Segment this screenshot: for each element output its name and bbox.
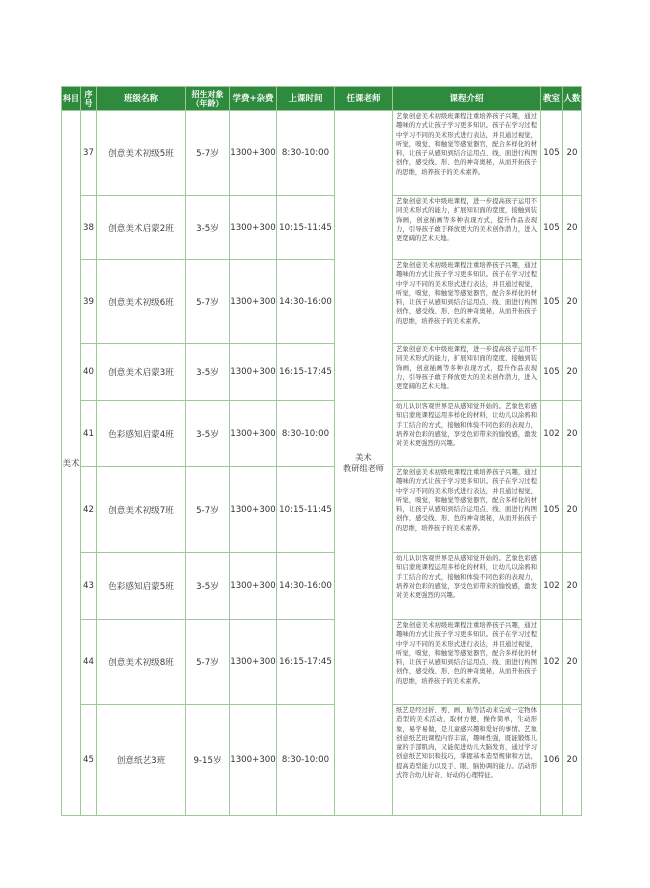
age-cell: 5-7岁 bbox=[186, 111, 230, 196]
time-cell: 10:15-11:45 bbox=[277, 196, 335, 260]
header-count: 人数 bbox=[563, 87, 582, 111]
teacher-line2: 教研组老师 bbox=[343, 463, 384, 473]
fee-cell: 1300+300 bbox=[230, 401, 277, 467]
header-subject: 科目 bbox=[62, 87, 81, 111]
fee-cell: 1300+300 bbox=[230, 467, 277, 553]
header-intro: 课程介绍 bbox=[393, 87, 541, 111]
intro-cell: 纸艺是经过折、剪、画、贴等活动来完成一定物体造型的美术活动，取材方便，操作简单，生动形象，易学易做，是儿童感兴趣和爱好的事情。艺象创意纸艺班课程内容丰富，趣味性强，既能锻炼儿童的手部肌肉，又能促进幼儿大脑发育，通过学习创意纸艺知识和技巧，掌握基本造型规律和方法，提高造型能力以及手、眼、脑协调的能力。活动形式符合幼儿好奇、好动的心理特征。 bbox=[393, 705, 541, 816]
fee-cell: 1300+300 bbox=[230, 553, 277, 620]
age-cell: 5-7岁 bbox=[186, 620, 230, 705]
course-schedule-table bbox=[61, 86, 582, 816]
age-cell: 5-7岁 bbox=[186, 467, 230, 553]
time-cell: 8:30-10:00 bbox=[277, 111, 335, 196]
fee-cell: 1300+300 bbox=[230, 260, 277, 344]
seq-cell: 37 bbox=[81, 111, 97, 196]
seq-cell: 44 bbox=[81, 620, 97, 705]
time-cell: 14:30-16:00 bbox=[277, 553, 335, 620]
age-cell: 3-5岁 bbox=[186, 196, 230, 260]
header-fee: 学费+杂费 bbox=[230, 87, 277, 111]
time-cell: 8:30-10:00 bbox=[277, 705, 335, 816]
header-time: 上课时间 bbox=[277, 87, 335, 111]
room-cell: 105 bbox=[541, 344, 563, 401]
header-target-age-line2: （年龄） bbox=[191, 98, 224, 108]
room-cell: 102 bbox=[541, 401, 563, 467]
room-cell: 102 bbox=[541, 553, 563, 620]
teacher-line1: 美术 bbox=[355, 452, 372, 462]
seq-cell: 39 bbox=[81, 260, 97, 344]
time-cell: 8:30-10:00 bbox=[277, 401, 335, 467]
subject-cell: 美术 bbox=[62, 111, 81, 816]
class-name-cell: 创意美术启蒙3班 bbox=[97, 344, 186, 401]
intro-cell: 幼儿认识客观世界是从感知觉开始的。艺象色彩感知启蒙班课程运用多样化的材料，让幼儿以涂鸦和手工结合的方式，接触和体验不同色彩的表现力，培养对色彩的感觉，享受色彩带来的愉悦感，激发对美术更强烈的兴趣。 bbox=[393, 553, 541, 620]
table-row bbox=[62, 705, 582, 816]
count-cell: 20 bbox=[563, 196, 582, 260]
table-row bbox=[62, 111, 582, 196]
count-cell: 20 bbox=[563, 111, 582, 196]
fee-cell: 1300+300 bbox=[230, 111, 277, 196]
intro-cell: 艺象创意美术初级班课程注重培养孩子兴趣，通过趣味的方式让孩子学习更多知识。孩子在学习过程中学习不同的美术形式进行表达，并且通过视觉，听觉，嗅觉，和触觉等感觉器官，配合多样化的材料，让孩子从感知到结合运用点、线、面进行构图创作，感受线、形、色的神奇奥秘，从而开拓孩子的思维，培养孩子的美术素养。 bbox=[393, 467, 541, 553]
class-name-cell: 创意美术初级7班 bbox=[97, 467, 186, 553]
age-cell: 3-5岁 bbox=[186, 553, 230, 620]
class-name-cell: 创意纸艺3班 bbox=[97, 705, 186, 816]
age-cell: 9-15岁 bbox=[186, 705, 230, 816]
teacher-cell bbox=[335, 111, 393, 816]
fee-cell: 1300+300 bbox=[230, 620, 277, 705]
fee-cell: 1300+300 bbox=[230, 705, 277, 816]
table-row bbox=[62, 196, 582, 260]
intro-cell: 幼儿认识客观世界是从感知觉开始的。艺象色彩感知启蒙班课程运用多样化的材料，让幼儿以涂鸦和手工结合的方式，接触和体验不同色彩的表现力，培养对色彩的感觉，享受色彩带来的愉悦感，激发对美术更强烈的兴趣。 bbox=[393, 401, 541, 467]
intro-cell: 艺象创意美术初级班课程注重培养孩子兴趣，通过趣味的方式让孩子学习更多知识。孩子在学习过程中学习不同的美术形式进行表达，并且通过视觉，听觉，嗅觉，和触觉等感觉器官，配合多样化的材料，让孩子从感知到结合运用点、线、面进行构图创作，感受线、形、色的神奇奥秘，从而开拓孩子的思维，培养孩子的美术素养。 bbox=[393, 620, 541, 705]
header-seq: 序号 bbox=[81, 87, 97, 111]
class-name-cell: 创意美术启蒙2班 bbox=[97, 196, 186, 260]
table-row bbox=[62, 344, 582, 401]
room-cell: 105 bbox=[541, 260, 563, 344]
seq-cell: 42 bbox=[81, 467, 97, 553]
class-name-cell: 色彩感知启蒙5班 bbox=[97, 553, 186, 620]
time-cell: 10:15-11:45 bbox=[277, 467, 335, 553]
header-teacher: 任课老师 bbox=[335, 87, 393, 111]
count-cell: 20 bbox=[563, 344, 582, 401]
intro-cell: 艺象创意美术中级班课程，进一步提高孩子运用不同美术形式的能力，扩展知识面的宽度，接触到装饰画，创意插画等多种表现方式，提升作品表现力，引导孩子敢于释放更大的美术创作潜力，进入更宽阔的艺术天地。 bbox=[393, 344, 541, 401]
count-cell: 20 bbox=[563, 705, 582, 816]
intro-cell: 艺象创意美术中级班课程，进一步提高孩子运用不同美术形式的能力，扩展知识面的宽度，接触到装饰画，创意插画等多种表现方式，提升作品表现力，引导孩子敢于释放更大的美术创作潜力，进入更宽阔的艺术天地。 bbox=[393, 196, 541, 260]
fee-cell: 1300+300 bbox=[230, 196, 277, 260]
room-cell: 105 bbox=[541, 196, 563, 260]
seq-cell: 43 bbox=[81, 553, 97, 620]
count-cell: 20 bbox=[563, 401, 582, 467]
table-header-row bbox=[62, 87, 582, 111]
table-row bbox=[62, 401, 582, 467]
header-target-age-line1: 招生对象 bbox=[191, 89, 224, 99]
count-cell: 20 bbox=[563, 467, 582, 553]
class-name-cell: 创意美术初级6班 bbox=[97, 260, 186, 344]
seq-cell: 40 bbox=[81, 344, 97, 401]
count-cell: 20 bbox=[563, 260, 582, 344]
header-class-name: 班级名称 bbox=[97, 87, 186, 111]
intro-cell: 艺象创意美术初级班课程注重培养孩子兴趣，通过趣味的方式让孩子学习更多知识。孩子在学习过程中学习不同的美术形式进行表达，并且通过视觉，听觉，嗅觉，和触觉等感觉器官，配合多样化的材料，让孩子从感知到结合运用点、线、面进行构图创作，感受线、形、色的神奇奥秘，从而开拓孩子的思维，培养孩子的美术素养。 bbox=[393, 111, 541, 196]
table-row bbox=[62, 553, 582, 620]
header-target-age bbox=[186, 87, 230, 111]
class-name-cell: 创意美术初级5班 bbox=[97, 111, 186, 196]
age-cell: 5-7岁 bbox=[186, 260, 230, 344]
seq-cell: 38 bbox=[81, 196, 97, 260]
fee-cell: 1300+300 bbox=[230, 344, 277, 401]
table-row bbox=[62, 467, 582, 553]
table-row bbox=[62, 620, 582, 705]
time-cell: 16:15-17:45 bbox=[277, 344, 335, 401]
room-cell: 106 bbox=[541, 705, 563, 816]
room-cell: 105 bbox=[541, 467, 563, 553]
time-cell: 16:15-17:45 bbox=[277, 620, 335, 705]
class-name-cell: 色彩感知启蒙4班 bbox=[97, 401, 186, 467]
class-name-cell: 创意美术初级8班 bbox=[97, 620, 186, 705]
count-cell: 20 bbox=[563, 553, 582, 620]
age-cell: 3-5岁 bbox=[186, 344, 230, 401]
room-cell: 102 bbox=[541, 620, 563, 705]
intro-cell: 艺象创意美术初级班课程注重培养孩子兴趣，通过趣味的方式让孩子学习更多知识。孩子在学习过程中学习不同的美术形式进行表达，并且通过视觉，听觉，嗅觉，和触觉等感觉器官，配合多样化的材料，让孩子从感知到结合运用点、线、面进行构图创作，感受线、形、色的神奇奥秘，从而开拓孩子的思维，培养孩子的美术素养。 bbox=[393, 260, 541, 344]
table-row bbox=[62, 260, 582, 344]
seq-cell: 45 bbox=[81, 705, 97, 816]
seq-cell: 41 bbox=[81, 401, 97, 467]
room-cell: 105 bbox=[541, 111, 563, 196]
header-room: 教室 bbox=[541, 87, 563, 111]
time-cell: 14:30-16:00 bbox=[277, 260, 335, 344]
count-cell: 20 bbox=[563, 620, 582, 705]
age-cell: 3-5岁 bbox=[186, 401, 230, 467]
